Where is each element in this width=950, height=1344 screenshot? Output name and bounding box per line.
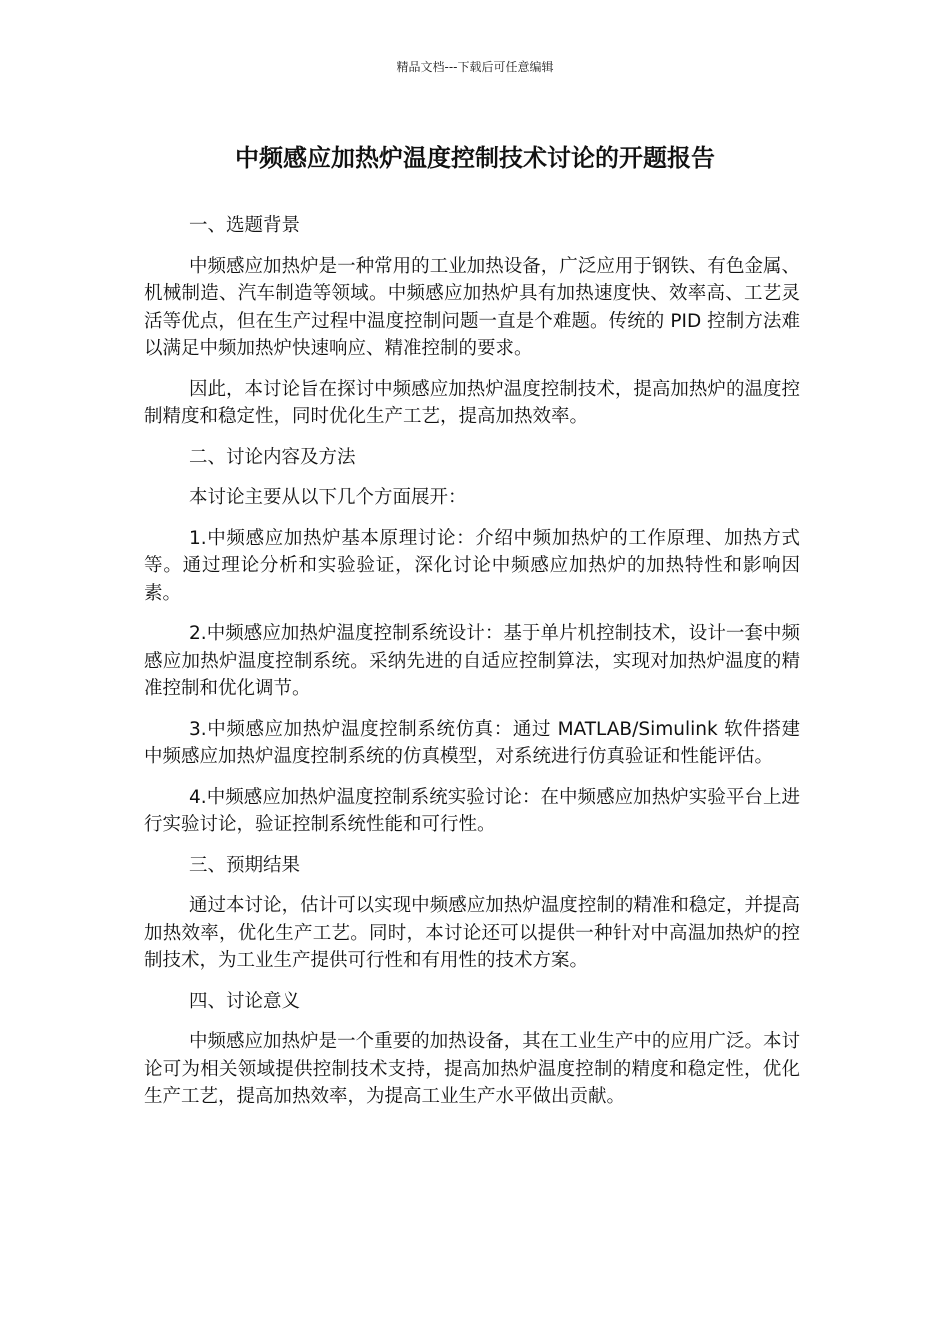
list-item-simulation: 3.中频感应加热炉温度控制系统仿真：通过 MATLAB/Simulink 软件搭建中频感应加热炉温度控制系统的仿真模型，对系统进行仿真验证和性能评估。 [144,718,800,767]
header-note: 精品文档---下载后可任意编辑 [396,60,554,74]
list-item-system-design: 2.中频感应加热炉温度控制系统设计：基于单片机控制技术，设计一套中频感应加热炉温度控制系统。采纳先进的自适应控制算法，实现对加热炉温度的精准控制和优化调节。 [144,623,800,699]
list-item-principle: 1.中频感应加热炉基本原理讨论：介绍中频加热炉的工作原理、加热方式等。通过理论分析和实验验证，深化讨论中频感应加热炉的加热特性和影响因素。 [144,527,800,604]
section-heading-background: 一、选题背景 [189,215,301,236]
document-body [144,212,800,1124]
paragraph-background-2: 因此，本讨论旨在探讨中频感应加热炉温度控制技术，提高加热炉的温度控制精度和稳定性，同时优化生产工艺，提高加热效率。 [144,378,800,427]
paragraph-expected-results: 通过本讨论，估计可以实现中频感应加热炉温度控制的精准和稳定，并提高加热效率，优化生产工艺。同时，本讨论还可以提供一种针对中高温加热炉的控制技术，为工业生产提供可行性和有用性的技术方案。 [144,895,800,971]
section-heading-expected-results: 三、预期结果 [189,854,301,876]
paragraph-background-1: 中频感应加热炉是一种常用的工业加热设备，广泛应用于钢铁、有色金属、机械制造、汽车制造等领域。中频感应加热炉具有加热速度快、效率高、工艺灵活等优点，但在生产过程中温度控制问题一直是个难题。传统的 PID 控制方法难以满足中频加热炉快速响应、精准控制的要求。 [144,255,800,359]
document-title: 中频感应加热炉温度控制技术讨论的开题报告 [235,144,715,172]
paragraph-significance: 中频感应加热炉是一个重要的加热设备，其在工业生产中的应用广泛。本讨论可为相关领域提供控制技术支持，提高加热炉温度控制的精度和稳定性，优化生产工艺，提高加热效率，为提高工业生产水平做出贡献。 [144,1031,800,1107]
list-item-experiment: 4.中频感应加热炉温度控制系统实验讨论：在中频感应加热炉实验平台上进行实验讨论，验证控制系统性能和可行性。 [144,786,800,835]
section-heading-content-methods: 二、讨论内容及方法 [189,446,356,468]
paragraph-content-intro: 本讨论主要从以下几个方面展开： [189,487,467,508]
section-heading-significance: 四、讨论意义 [189,990,301,1012]
